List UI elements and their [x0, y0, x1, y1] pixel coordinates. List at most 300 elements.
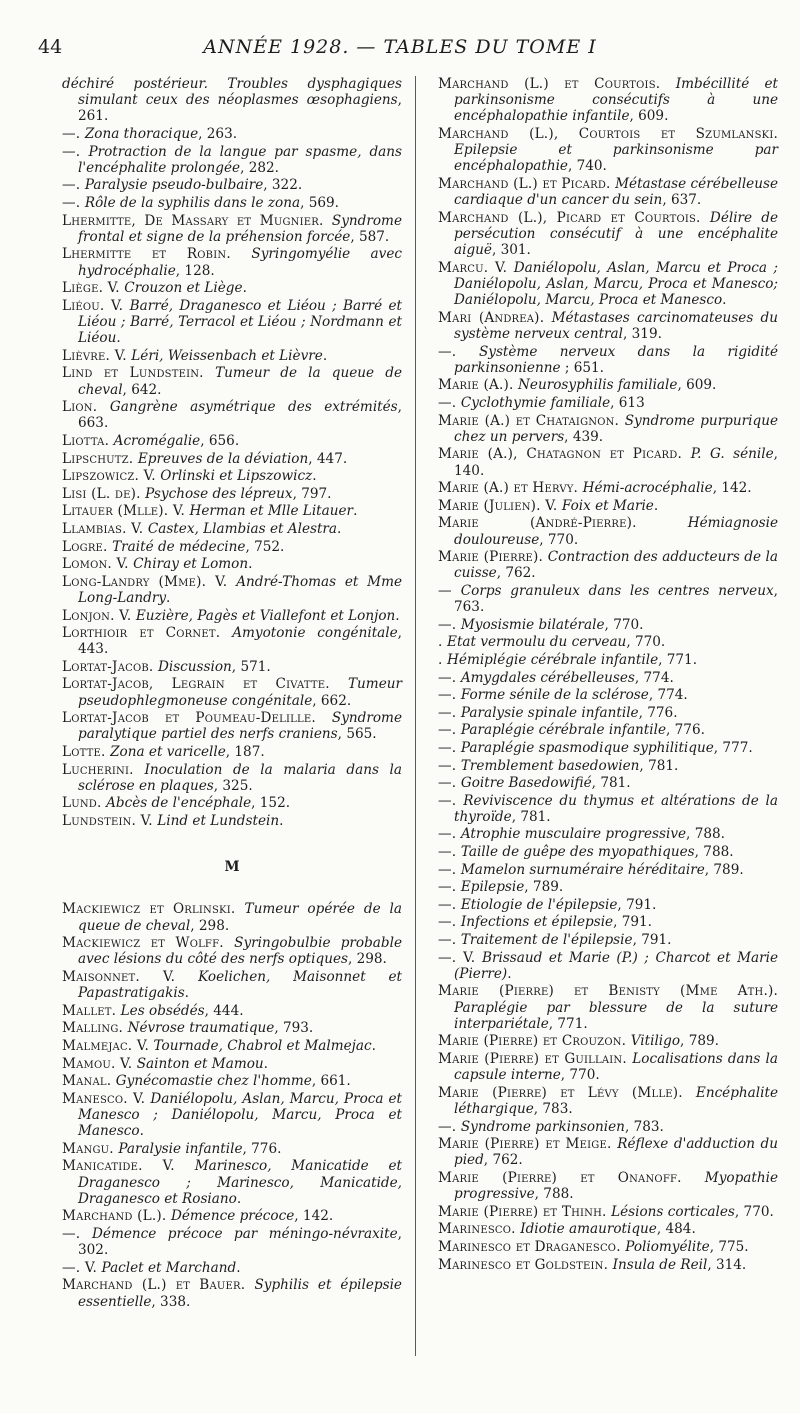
index-entry	[438, 634, 778, 650]
left-entries-bottom	[62, 901, 402, 1309]
entry-reference: , 783.	[624, 1118, 664, 1135]
entry-reference: , 777.	[713, 739, 753, 756]
entry-title: Etat vermoulu du cerveau	[447, 634, 627, 651]
entry-reference: , 663.	[78, 399, 402, 432]
entry-author: —.	[62, 194, 85, 211]
entry-title: Atrophie musculaire progressive	[460, 826, 687, 843]
entry-reference: .	[116, 330, 121, 347]
entry-author: Marie (Pierre) et Guillain.	[438, 1051, 633, 1068]
index-entry	[62, 399, 402, 431]
entry-title: Etiologie de l'épilepsie	[460, 896, 618, 913]
entry-author: —.	[438, 704, 461, 721]
entry-author: Manicatide. V.	[62, 1158, 195, 1175]
index-entry	[62, 246, 402, 278]
entry-reference: , 613	[610, 394, 645, 411]
entry-reference: , 770.	[539, 531, 579, 548]
entry-title: Paralysie pseudo-bulbaire	[84, 177, 264, 194]
entry-title: Paraplégie par blessure de la suture interpariétale	[454, 999, 778, 1032]
entry-title: Insula de Reil	[612, 1256, 708, 1273]
entry-author: Marinesco et Goldstein.	[438, 1256, 613, 1273]
entry-title: Tournade, Chabrol et Malmejac	[153, 1038, 372, 1055]
entry-reference: , 781.	[639, 757, 679, 774]
entry-title: Zona et varicelle	[110, 744, 226, 761]
entry-title: déchiré postérieur. Troubles dysphagiques simulant ceux des néoplasmes œsophagiens	[62, 76, 402, 109]
index-entry	[438, 549, 778, 581]
entry-title: Acromégalie	[113, 432, 201, 449]
entry-author: Malmejac. V.	[62, 1038, 154, 1055]
index-entry	[438, 617, 778, 633]
entry-author: Marie (André-Pierre).	[438, 515, 688, 532]
entry-reference: , 788.	[686, 826, 725, 843]
entry-title: Gynécomastie chez l'homme	[115, 1073, 312, 1090]
index-entry	[62, 659, 402, 675]
index-entry	[62, 177, 402, 193]
entry-title: Sainton et Mamou	[136, 1055, 264, 1072]
entry-author: —.	[438, 394, 461, 411]
index-entry	[438, 687, 778, 703]
entry-title: Castex, Llambias et Alestra	[147, 520, 338, 537]
index-entry	[438, 844, 778, 860]
entry-author: Manal.	[62, 1073, 116, 1090]
entry-author: —. V.	[438, 949, 482, 966]
entry-title: Lésions corticales	[611, 1203, 735, 1220]
entry-author: Lund.	[62, 795, 107, 812]
index-entry	[62, 1208, 402, 1224]
index-entry	[438, 722, 778, 738]
entry-reference: , 609.	[677, 377, 717, 394]
entry-reference: , 791.	[632, 932, 672, 949]
index-entry	[438, 377, 778, 393]
entry-reference: .	[184, 985, 189, 1002]
entry-reference: , 774.	[634, 669, 674, 686]
entry-reference: .	[353, 503, 358, 520]
entry-title: Réflexe d'adduction du pied	[454, 1136, 778, 1169]
index-entry	[438, 983, 778, 1032]
entry-author: Lisi (L. de).	[62, 485, 146, 502]
entry-reference: .	[507, 965, 512, 982]
index-entry	[62, 762, 402, 794]
entry-title: Foix et Marie	[561, 497, 654, 514]
entry-author: —.	[438, 914, 461, 931]
index-entry	[62, 521, 402, 537]
index-entry	[438, 76, 778, 125]
entry-reference: , 781.	[591, 775, 631, 792]
entry-title: Traité de médecine	[112, 538, 246, 555]
index-entry	[62, 348, 402, 364]
entry-reference: , 770.	[734, 1203, 774, 1220]
entry-title: Myopathie progressive	[454, 1170, 778, 1203]
entry-author: —.	[62, 1226, 93, 1243]
index-entry	[438, 740, 778, 756]
entry-reference: , 637.	[662, 192, 702, 209]
entry-author: —.	[438, 826, 461, 843]
entry-reference: .	[236, 1190, 242, 1207]
index-entry	[62, 969, 402, 1001]
entry-reference: , 791.	[613, 914, 653, 931]
entry-reference: , 771.	[548, 1015, 588, 1032]
index-entry	[438, 705, 778, 721]
entry-title: Taille de guêpe des myopathiques	[460, 844, 695, 861]
entry-title: Herman et Mlle Litauer	[189, 503, 354, 520]
entry-author: Marchand (L.).	[62, 1208, 171, 1225]
entry-reference: , 565.	[337, 726, 377, 743]
index-entry	[62, 1020, 402, 1036]
entry-author: —.	[438, 775, 461, 792]
entry-author: Mackiewicz et Wolff.	[62, 935, 235, 952]
entry-author: Marie (A.), Chatagnon et Picard.	[438, 446, 691, 463]
entry-author: Liotta.	[62, 432, 114, 449]
entry-title: Paralysie spinale infantile	[460, 704, 639, 721]
entry-author: Long-Landry (Mme). V.	[62, 573, 237, 590]
index-entry	[62, 451, 402, 467]
entry-title: Paclet et Marchand	[101, 1259, 237, 1276]
entry-title: Les obsédés	[120, 1002, 205, 1019]
index-entry	[438, 210, 778, 259]
entry-title: Myosismie bilatérale	[460, 616, 605, 633]
entry-title: Paralysie infantile	[118, 1140, 243, 1157]
entry-reference: , 661.	[311, 1073, 351, 1090]
left-column	[62, 76, 402, 1311]
entry-title: Syndrome parkinsonien	[460, 1118, 625, 1135]
entry-author: —.	[438, 739, 461, 756]
index-entry	[438, 1204, 778, 1220]
index-entry	[62, 813, 402, 829]
entry-author: —.	[62, 143, 89, 160]
entry-author: Marchand (L.) et Bauer.	[62, 1277, 255, 1294]
index-entry	[62, 1056, 402, 1072]
index-entry	[62, 365, 402, 397]
entry-title: Neurosyphilis familiale	[518, 377, 678, 394]
index-entry	[438, 395, 778, 411]
entry-author: Lion.	[62, 399, 110, 416]
index-entry	[438, 515, 778, 547]
entry-title: Inoculation de la malaria dans la sclérose en plaques	[78, 761, 402, 794]
entry-title: Marinesco, Manicatide et Draganesco ; Marinesco, Manicatide, Draganesco et Rosiano	[78, 1158, 402, 1207]
entry-author: Liéou. V.	[62, 297, 130, 314]
entry-title: Amyotonie congénitale	[232, 625, 398, 642]
entry-title: Brissaud et Marie (P.) ; Charcot et Marie (Pierre)	[454, 949, 778, 982]
entry-author: —. V.	[62, 1259, 102, 1276]
index-entry	[438, 1136, 778, 1168]
index-entry	[62, 795, 402, 811]
entry-title: Encéphalite léthargique	[454, 1084, 778, 1118]
entry-reference: , 642.	[122, 381, 162, 398]
entry-title: Tumeur opérée de la queue de cheval	[78, 901, 402, 934]
entry-reference: , 571.	[231, 658, 271, 675]
entry-author: Mallet.	[62, 1002, 121, 1019]
entry-reference: , 788.	[694, 844, 734, 861]
entry-title: Goitre Basedowifié	[460, 775, 592, 792]
entry-author: .	[438, 634, 448, 651]
index-entry	[438, 932, 778, 948]
index-entry	[438, 1257, 778, 1273]
index-entry	[438, 897, 778, 913]
entry-title: Métastases carcinomateuses du système nerveux central	[454, 309, 778, 342]
index-entry	[438, 480, 778, 496]
entry-author: Lièvre. V.	[62, 347, 132, 364]
entry-author: Lipschutz.	[62, 450, 138, 467]
index-entry	[438, 914, 778, 930]
entry-author: Llambias. V.	[62, 520, 148, 537]
entry-reference: , 770.	[604, 616, 644, 633]
entry-author: Lotte.	[62, 744, 111, 761]
entry-reference: , 789.	[524, 879, 564, 896]
entry-reference: , 140.	[454, 446, 778, 479]
entry-title: Infections et épilepsie	[460, 914, 614, 931]
index-entry	[62, 1277, 402, 1309]
entry-author: —.	[438, 861, 461, 878]
entry-title: Léri, Weissenbach et Lièvre	[131, 347, 323, 364]
entry-title: Métastase cérébelleuse cardiaque d'un cancer du sein	[454, 176, 778, 209]
entry-title: Syndrome paralytique partiel des nerfs craniens	[78, 710, 402, 743]
index-entry	[438, 862, 778, 878]
entry-reference: , 282.	[240, 159, 280, 176]
entry-author: Liège. V.	[62, 280, 125, 297]
entry-reference: , 128.	[175, 262, 215, 279]
entry-author: Marie (A.) et Chataignon.	[438, 412, 625, 429]
entry-title: Démence précoce par méningo-névraxite	[92, 1226, 398, 1243]
index-entry	[438, 1221, 778, 1237]
entry-reference: , 776.	[666, 722, 705, 739]
entry-reference: , 302.	[78, 1226, 402, 1259]
entry-reference: .	[236, 1259, 241, 1276]
page-number: 44	[38, 36, 63, 58]
entry-reference: , 771.	[658, 651, 698, 668]
entry-title: Paraplégie spasmodique syphilitique	[460, 739, 714, 756]
entry-reference: ; 651.	[560, 359, 605, 376]
entry-title: Epilepsie et parkinsonisme par encéphalopathie	[454, 142, 778, 175]
entry-author: Marie (Pierre) et Onanoff.	[438, 1170, 705, 1187]
entry-reference: , 789.	[704, 861, 744, 878]
entry-author: Mari (Andrea).	[438, 309, 552, 326]
entry-author: —.	[438, 844, 461, 861]
entry-reference: , 762.	[496, 565, 536, 582]
entry-title: Paraplégie cérébrale infantile	[460, 722, 667, 739]
entry-author: Lipszowicz. V.	[62, 468, 161, 485]
entry-reference: .	[722, 292, 727, 309]
right-entries	[438, 76, 778, 1273]
index-entry	[62, 556, 402, 572]
entry-author: Lortat-Jacob et Poumeau-Delille.	[62, 710, 332, 727]
index-entry	[438, 498, 778, 514]
entry-title: Cyclothymie familiale	[460, 394, 611, 411]
entry-author: Lortat-Jacob, Legrain et Civatte.	[62, 676, 348, 693]
entry-title: Orlinski et Lipszowicz	[160, 468, 313, 485]
entry-title: Epilepsie	[460, 879, 525, 896]
index-entry	[438, 1170, 778, 1202]
entry-reference: , 314.	[707, 1256, 747, 1273]
index-entry	[62, 280, 402, 296]
entry-reference: .	[371, 1038, 376, 1055]
entry-author: —.	[438, 687, 461, 704]
index-entry	[62, 744, 402, 760]
entry-author: —.	[438, 896, 461, 913]
entry-title: Daniélopolu, Aslan, Marcu, Proca et Manesco ; Daniélopolu, Marcu, Proca et Manesco	[78, 1090, 402, 1140]
entry-title: Tremblement basedowien	[460, 757, 640, 774]
entry-reference: , 775.	[709, 1239, 749, 1255]
entry-author: Marinesco.	[438, 1221, 521, 1238]
entry-title: Rôle de la syphilis dans le zona	[84, 194, 301, 211]
entry-title: Euzière, Pagès et Viallefont et Lonjon	[135, 607, 396, 624]
entry-reference: , 774.	[648, 687, 688, 704]
index-entry	[438, 126, 778, 175]
index-entry	[62, 76, 402, 125]
entry-title: Contraction des adducteurs de la cuisse	[454, 549, 778, 582]
index-entry	[438, 1239, 778, 1255]
entry-title: Protraction de la langue par spasme, dans l'encéphalite prolongée	[78, 143, 402, 176]
entry-reference: , 338.	[151, 1293, 191, 1310]
entry-title: Lind et Lundstein	[157, 813, 280, 830]
index-entry	[62, 1158, 402, 1207]
entry-reference: , 298.	[347, 951, 387, 968]
entry-author: Marchand (L.) et Courtois.	[438, 76, 676, 92]
entry-title: Corps granuleux dans les centres nerveux	[460, 582, 774, 599]
entry-reference: , 569.	[300, 194, 339, 211]
entry-author: Marcu. V.	[438, 259, 514, 276]
entry-reference: , 298.	[190, 917, 230, 934]
entry-reference: .	[337, 520, 342, 537]
entry-reference: .	[263, 1055, 268, 1072]
entry-title: Délire de persécution consécutif à une encéphalite aiguë	[454, 209, 778, 259]
entry-author: Lortat-Jacob.	[62, 658, 158, 675]
entry-author: Marchand (L.), Picard et Courtois.	[438, 209, 710, 226]
entry-title: Mamelon surnuméraire héréditaire	[460, 861, 705, 878]
entry-reference: , 788.	[534, 1186, 574, 1203]
entry-author: Marie (Pierre).	[438, 549, 548, 566]
entry-title: Crouzon et Liège	[124, 280, 243, 297]
index-entry	[438, 310, 778, 342]
entry-title: Tumeur pseudophlegmoneuse congénitale	[78, 676, 402, 709]
index-entry	[62, 1141, 402, 1157]
entry-reference: , 662.	[312, 692, 352, 709]
index-entry	[62, 1038, 402, 1054]
entry-title: Amygdales cérébelleuses	[460, 669, 635, 686]
entry-reference: .	[242, 280, 247, 297]
entry-author: Marie (Pierre) et Benisty (Mme Ath.).	[438, 983, 778, 1000]
entry-reference: , 793.	[274, 1020, 314, 1037]
entry-author: —.	[62, 177, 85, 194]
entry-reference: , 301.	[491, 242, 531, 259]
entry-reference: , 444.	[204, 1002, 244, 1019]
entry-reference: .	[248, 556, 253, 573]
entry-author: —.	[438, 669, 461, 686]
entry-reference: , 791.	[617, 896, 657, 913]
index-entry	[62, 1091, 402, 1140]
entry-reference: , 609.	[629, 108, 669, 125]
index-entry	[438, 1085, 778, 1117]
entry-author: Lucherini.	[62, 761, 145, 778]
entry-title: Forme sénile de la sclérose	[460, 687, 649, 704]
index-entry	[438, 670, 778, 686]
entry-author: Lind et Lundstein.	[62, 365, 216, 382]
entry-author: Marchand (L.), Courtois et Szumlanski.	[438, 126, 778, 142]
entry-author: Marie (A.).	[438, 377, 519, 394]
index-entry	[438, 793, 778, 825]
entry-title: Syringobulbie probable avec lésions du côté des nerfs optiques	[78, 935, 403, 968]
entry-reference: .	[653, 497, 659, 514]
index-entry	[62, 1003, 402, 1019]
page-header	[38, 36, 762, 60]
entry-reference: , 152.	[251, 795, 291, 812]
entry-author: Lhermitte et Robin.	[62, 246, 252, 263]
entry-reference: , 656.	[200, 432, 240, 449]
entry-author: .	[438, 651, 448, 668]
entry-reference: .	[279, 813, 284, 830]
index-entry	[62, 195, 402, 211]
entry-title: Poliomyélite	[625, 1239, 710, 1255]
index-entry	[62, 486, 402, 502]
index-entry	[438, 583, 778, 615]
entry-title: Syndrome purpurique chez un pervers	[454, 412, 778, 445]
index-entry	[438, 446, 778, 478]
entry-author: Lhermitte, De Massary et Mugnier.	[62, 212, 332, 229]
index-entry	[62, 539, 402, 555]
entry-author: —.	[438, 616, 461, 633]
entry-title: Barré, Draganesco et Liéou ; Barré et Liéou ; Barré, Terracol et Liéou ; Nordmann et Liéou	[78, 297, 402, 347]
section-letter: M	[224, 859, 240, 876]
entry-reference: , 263.	[198, 126, 238, 142]
entry-author: Marinesco et Draganesco.	[438, 1239, 626, 1255]
index-entry	[62, 1260, 402, 1276]
index-entry	[438, 176, 778, 208]
entry-title: Reviviscence du thymus et altérations de la thyroïde	[454, 792, 778, 825]
entry-reference: , 770.	[560, 1067, 600, 1084]
entry-author: Marie (Pierre) et Meige.	[438, 1136, 618, 1153]
left-entries-top	[62, 76, 402, 829]
entry-author: Mamou. V.	[62, 1055, 137, 1072]
entry-title: Koelichen, Maisonnet et Papastratigakis	[78, 969, 403, 1002]
index-entry	[62, 298, 402, 347]
index-entry	[438, 344, 778, 376]
entry-reference: , 789.	[680, 1033, 719, 1050]
index-entry	[62, 1073, 402, 1089]
entry-reference: .	[166, 589, 171, 606]
entry-title: Chiray et Lomon	[133, 556, 249, 573]
entry-author: —.	[438, 792, 464, 809]
entry-reference: , 763.	[454, 582, 778, 616]
entry-title: Tumeur de la queue de cheval	[78, 365, 402, 398]
entry-author: Manesco. V.	[62, 1090, 151, 1107]
entry-author: Maisonnet. V.	[62, 969, 199, 986]
entry-reference: , 770.	[626, 634, 666, 651]
index-entry	[62, 574, 402, 606]
entry-author: Malling.	[62, 1020, 128, 1037]
index-entry	[438, 775, 778, 791]
entry-title: André-Thomas et Mme Long-Landry	[78, 573, 402, 606]
entry-author: Mangu.	[62, 1140, 119, 1157]
index-entry	[62, 608, 402, 624]
entry-author: —.	[438, 879, 461, 896]
entry-reference: , 187.	[225, 744, 265, 761]
entry-title: Traitement de l'épilepsie	[460, 932, 633, 949]
index-entry	[438, 758, 778, 774]
entry-author: —.	[438, 722, 461, 739]
entry-reference: , 325.	[213, 777, 253, 794]
index-entry	[62, 1226, 402, 1258]
entry-title: Démence précoce	[170, 1208, 295, 1225]
entry-reference: .	[322, 347, 328, 364]
entry-title: Abcès de l'encéphale	[106, 795, 252, 812]
index-entry	[438, 950, 778, 982]
entry-reference: , 261.	[78, 92, 402, 125]
entry-author: Litauer (Mlle). V.	[62, 503, 190, 520]
entry-title: Hémi-acrocéphalie	[582, 480, 713, 497]
entry-reference: , 783.	[533, 1101, 573, 1118]
entry-title: Vitiligo	[630, 1033, 681, 1050]
running-title: ANNÉE 1928. — TABLES DU TOME I	[203, 36, 597, 58]
entry-author: —.	[438, 757, 461, 774]
entry-reference: , 762.	[483, 1152, 523, 1169]
